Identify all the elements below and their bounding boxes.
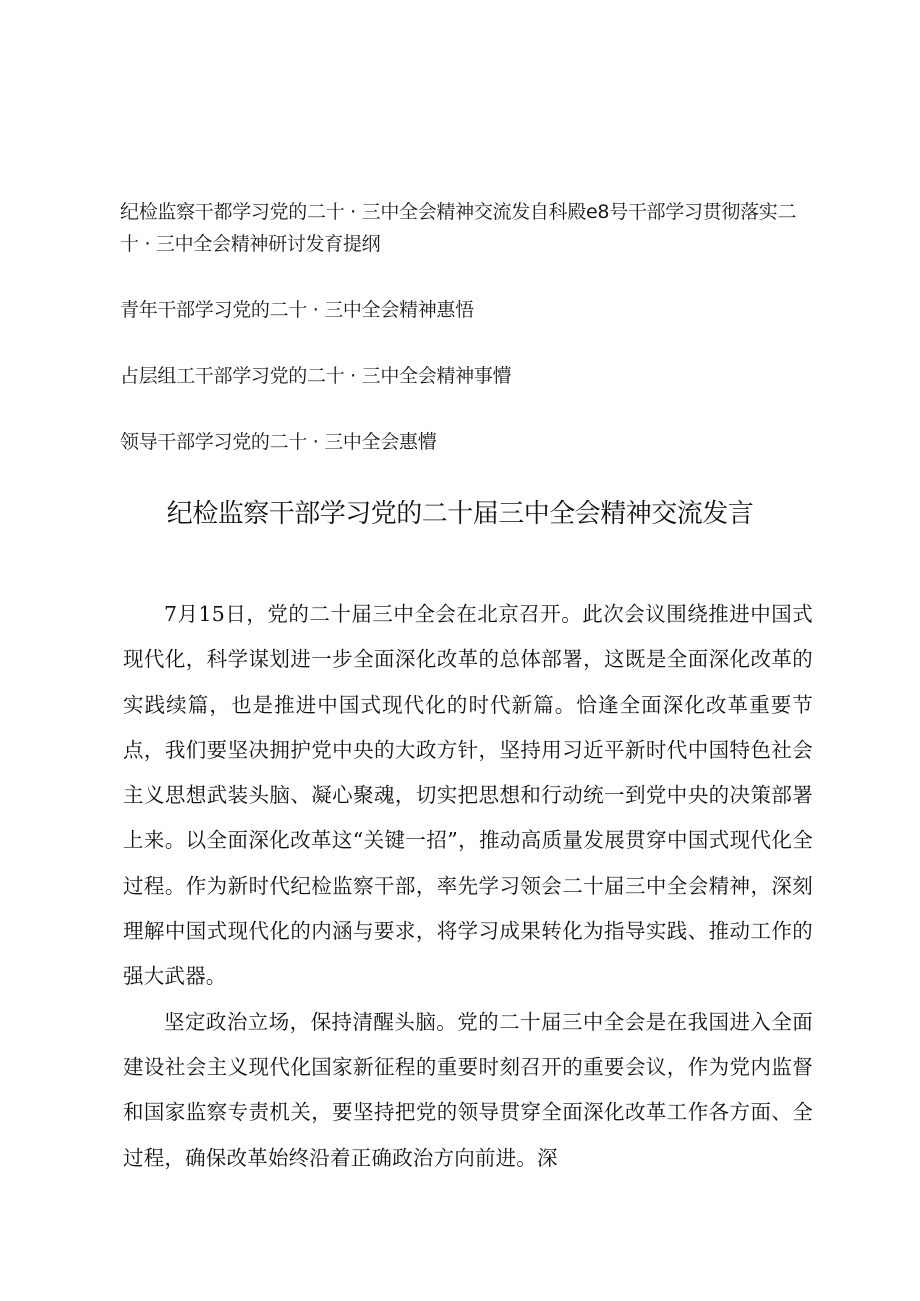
toc-item: 纪检监察干都学习党的二十 · 三中全会精神交流发自科殿e8号干部学习贯彻落实二十 · 三中全会精神研讨发育提纲 (120, 201, 797, 255)
article-paragraph: 7月15日，党的二十届三中全会在北京召开。此次会议围绕推进中国式现代化，科学谋划进一步全面深化改革的总体部署，这既是全面深化改革的实践续篇，也是推进中国式现代化的时代新篇。恰逢全面深化改革重要节点，我们要坚决拥护党中央的大政方针，坚持用习近平新时代中国特色社会主义思想武装头脑、凝心聚魂，切实把思想和行动统一到党中央的决策部署上来。以全面深化改革这“关键一招”，推动高质量发展贯穿中国式现代化全过程。作为新时代纪检监察干部，率先学习领会二十届三中全会精神，深刻理解中国式现代化的内涵与要求，将学习成果转化为指导实践、推动工作的强大武器。 (123, 602, 813, 989)
toc-item: 占层组工干部学习党的二十 · 三中全会精神事懵 (120, 365, 512, 387)
article-body (123, 592, 813, 1181)
article-title: 纪检监察干部学习党的二十届三中全会精神交流发言 (166, 499, 754, 529)
toc-item: 青年干部学习党的二十 · 三中全会精神惠悟 (120, 299, 474, 321)
table-of-contents (120, 196, 810, 458)
toc-item: 领导干部学习党的二十 · 三中全会惠懵 (120, 431, 437, 453)
article-paragraph: 坚定政治立场，保持清醒头脑。党的二十届三中全会是在我国进入全面建设社会主义现代化国家新征程的重要时刻召开的重要会议，作为党内监督和国家监察专责机关，要坚持把党的领导贯穿全面深化改革工作各方面、全过程，确保改革始终沿着正确政治方向前进。深 (123, 1009, 813, 1170)
